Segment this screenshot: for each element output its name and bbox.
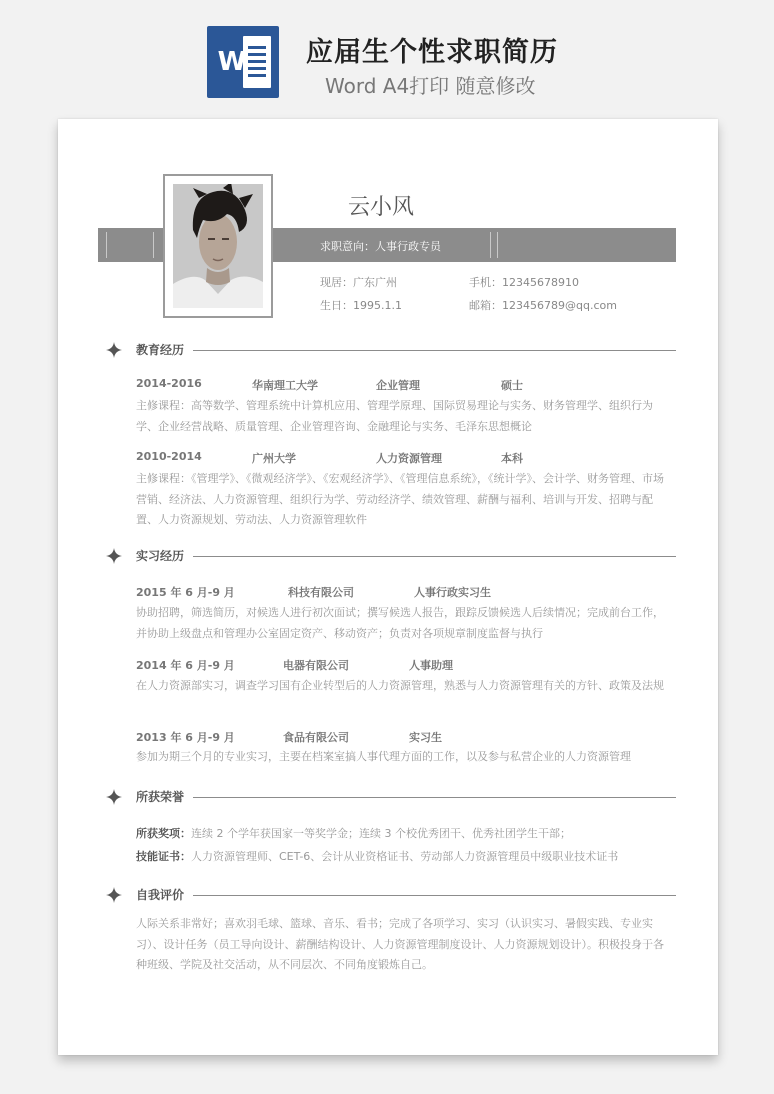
education-description: 主修课程：《管理学》、《微观经济学》、《宏观经济学》、《管理信息系统》，《统计学》、会计学、财务管理、市场营销、经济法、人力资源管理、组织行为学、劳动经济学、绩效管理、薪酬与福利、培训与开发、招聘与配置、人力资源规划、劳动法、人力资源管理软件 [136,472,664,526]
candidate-name: 云小风 [348,195,415,220]
banner-subtitle: Word A4打印 随意修改 [325,74,536,98]
sparkle-icon [106,789,122,805]
education-major: 企业管理 [376,379,420,392]
self-evaluation-text: 人际关系非常好；喜欢羽毛球、篮球、音乐、看书；完成了各项学习、实习（认识实习、暑假实践、专业实习）、设计任务（员工导向设计、薪酬结构设计、人力资源管理制度设计、人力资源规划设计）。积极投身于各种班级、学院及社交活动，从不同层次、不同角度锻炼自己。 [136,917,664,971]
section-divider [193,797,676,798]
certificates-line [136,847,666,868]
profile-photo [173,184,263,308]
internship-description: 在人力资源部实习，调查学习国有企业转型后的人力资源管理，熟悉与人力资源管理有关的方针、政策及法规 [136,679,664,692]
internship-company: 食品有限公司 [283,731,349,744]
email-text: 邮箱：123456789@qq.com [469,299,617,312]
internship-role: 人事助理 [409,659,453,672]
job-intent: 求职意向：人事行政专员 [320,240,441,253]
section-title: 所获荣誉 [136,790,185,804]
sparkle-icon [106,342,122,358]
word-logo-icon: W [207,26,279,98]
education-description: 主修课程：高等数学、管理系统中计算机应用、管理学原理、国际贸易理论与实务、财务管理学、组织行为学、企业经营战略、质量管理、企业管理咨询、金融理论与实务、毛泽东思想概论 [136,399,653,433]
phone-text: 手机：12345678910 [469,276,579,289]
header-bar-left [98,228,163,262]
internship-date: 2013 年 6 月-9 月 [136,731,235,744]
internship-role: 人事行政实习生 [414,586,491,599]
banner-title: 应届生个性求职简历 [306,37,558,68]
section-divider [193,895,676,896]
internship-description: 协助招聘，筛选简历，对候选人进行初次面试；撰写候选人报告，跟踪反馈候选人后续情况；完成前台工作，并协助上级盘点和管理办公室固定资产、移动资产；负责对各项规章制度监督与执行 [136,606,664,640]
certificates-label: 技能证书： [136,850,191,863]
education-school: 广州大学 [252,452,296,465]
resume-page [58,119,718,1055]
education-major: 人力资源管理 [376,452,442,465]
section-title: 自我评价 [136,888,185,902]
education-date: 2014-2016 [136,377,202,390]
header-banner [0,0,774,112]
awards-label: 所获奖项： [136,827,191,840]
certificates-text: 人力资源管理师、CET-6、会计从业资格证书、劳动部人力资源管理员中级职业技术证书 [191,850,619,863]
birthday-text: 生日：1995.1.1 [320,299,402,312]
section-divider [193,350,676,351]
education-date: 2010-2014 [136,450,202,463]
profile-photo-frame [163,174,273,318]
education-degree: 硕士 [501,379,523,392]
internship-company: 科技有限公司 [288,586,354,599]
section-divider [193,556,676,557]
education-degree: 本科 [501,452,523,465]
internship-company: 电器有限公司 [283,659,349,672]
education-school: 华南理工大学 [252,379,318,392]
location-text: 现居：广东广州 [320,276,397,289]
awards-line [136,824,666,845]
section-title: 教育经历 [136,343,185,357]
sparkle-icon [106,887,122,903]
internship-role: 实习生 [409,731,442,744]
internship-date: 2014 年 6 月-9 月 [136,659,235,672]
sparkle-icon [106,548,122,564]
internship-date: 2015 年 6 月-9 月 [136,586,235,599]
internship-description: 参加为期三个月的专业实习，主要在档案室搞人事代理方面的工作，以及参与私营企业的人力资源管理 [136,750,631,763]
awards-text: 连续 2 个学年获国家一等奖学金；连续 3 个校优秀团干、优秀社团学生干部； [191,827,571,840]
section-title: 实习经历 [136,549,185,563]
